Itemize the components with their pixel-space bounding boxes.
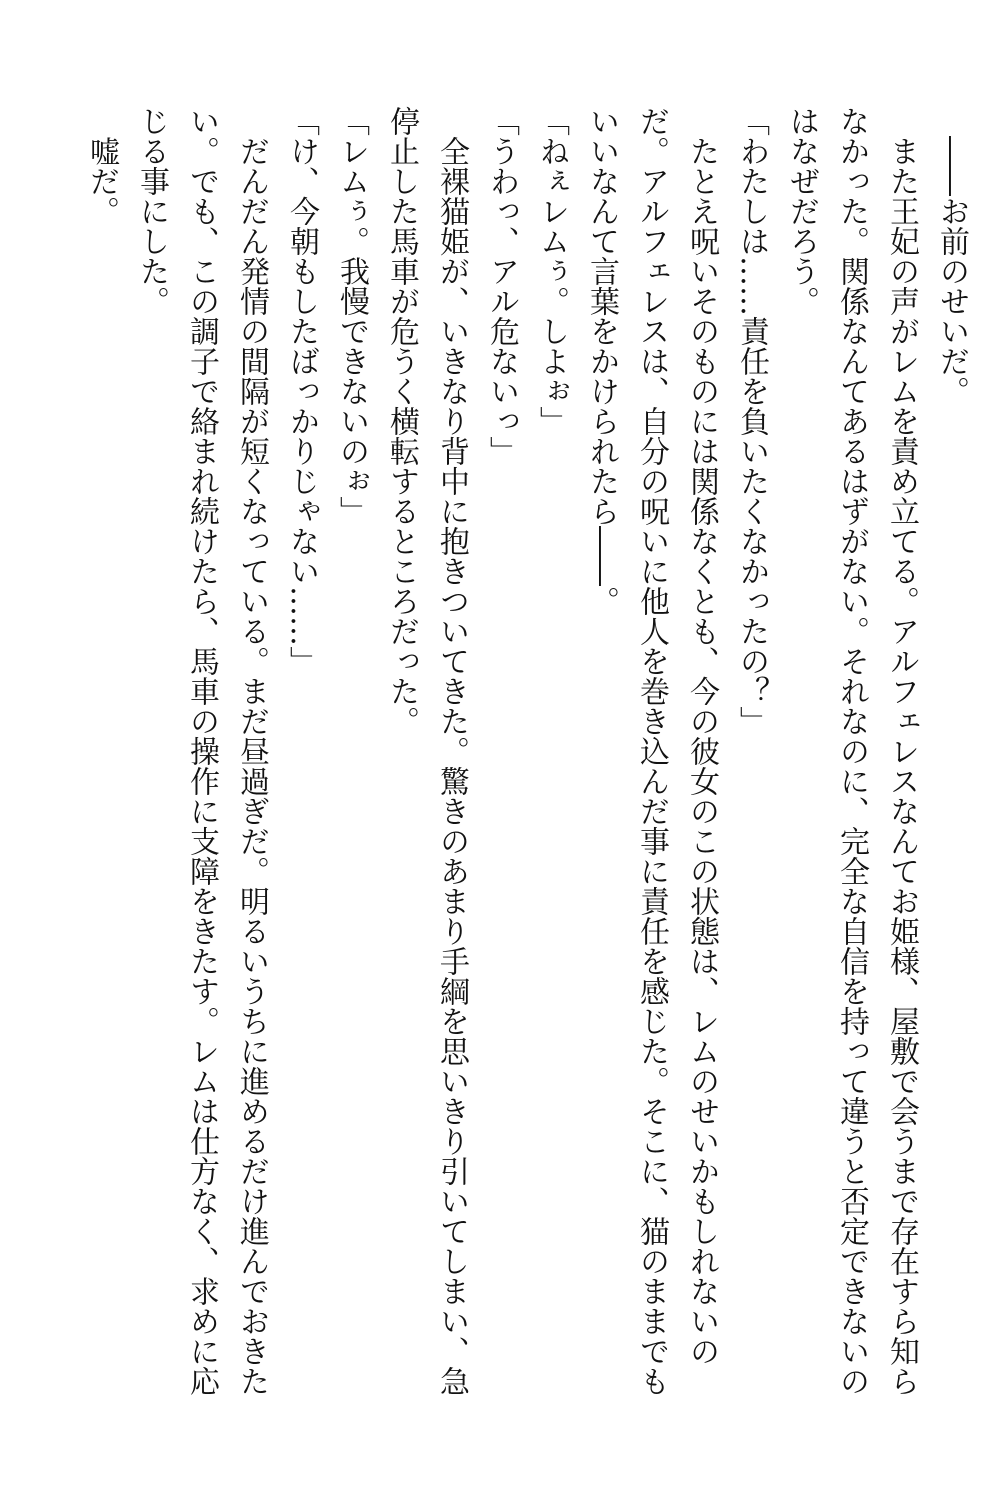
text-line: い。でも、この調子で絡まれ続けたら、馬車の操作に支障をきたす。レムは仕方なく、求めに応 (184, 106, 219, 1396)
text-line: だんだん発情の間隔が短くなっている。まだ昼過ぎだ。明るいうちに進めるだけ進んでおきた (234, 106, 269, 1396)
text-line: はなぜだろう。 (784, 106, 819, 316)
text-line: ――お前のせいだ。 (934, 106, 969, 406)
text-line: たとえ呪いそのものには関係なくとも、今の彼女のこの状態は、レムのせいかもしれないの (684, 106, 719, 1366)
text-line: 「け、今朝もしたばっかりじゃない……」 (284, 106, 319, 676)
text-line: じる事にした。 (134, 106, 169, 316)
text-line: なかった。関係なんてあるはずがない。それなのに、完全な自信を持って違うと否定できないの (834, 106, 869, 1396)
text-line: 「うわっ、アル危ないっ」 (484, 106, 519, 466)
page-text (68, 106, 976, 1402)
text-line: 停止した馬車が危うく横転するところだった。 (384, 106, 419, 736)
text-line: 嘘だ。 (84, 106, 119, 226)
text-line: また王妃の声がレムを責め立てる。アルフェレスなんてお姫様、屋敷で会うまで存在すら知ら (884, 106, 919, 1396)
text-line: 「ねぇレムぅ。しよぉ」 (534, 106, 569, 436)
text-line: 「わたしは……責任を負いたくなかったの？」 (734, 106, 769, 736)
text-line: 全裸猫姫が、いきなり背中に抱きついてきた。驚きのあまり手綱を思いきり引いてしまい、急 (434, 106, 469, 1396)
text-line: だ。アルフェレスは、自分の呪いに他人を巻き込んだ事に責任を感じた。そこに、猫のままでも (634, 106, 669, 1396)
text-line: 「レムぅ。我慢できないのぉ」 (334, 106, 369, 526)
text-line: いいなんて言葉をかけられたら――。 (584, 106, 619, 616)
